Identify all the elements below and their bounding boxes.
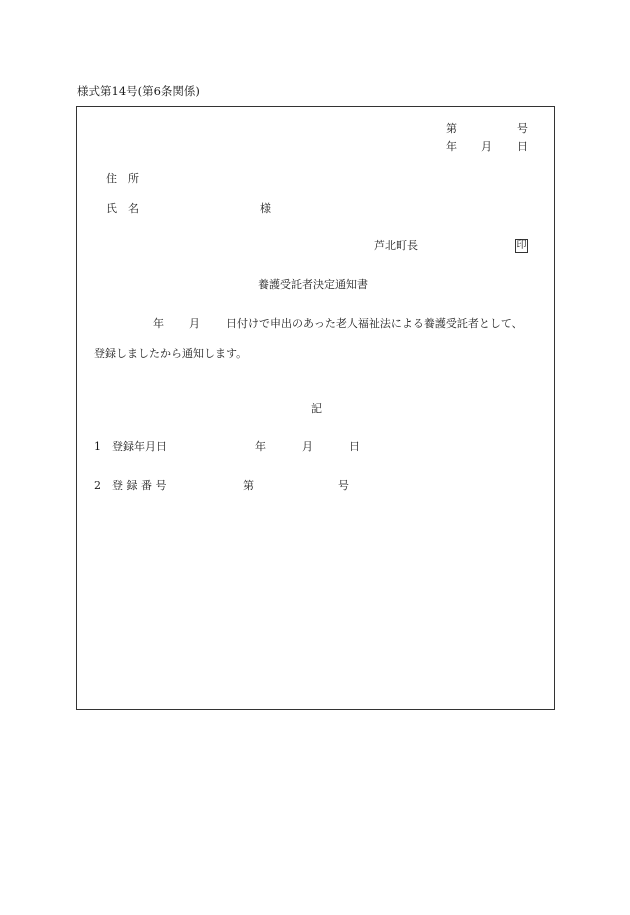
name-label: 氏 名 [106,202,139,215]
date-year-label: 年 [446,140,457,153]
form-number: 様式第14号(第6条関係) [77,84,200,98]
document-title: 養護受託者決定通知書 [258,278,368,291]
body-year-label: 年 [153,317,164,330]
date-day-label: 日 [517,140,528,153]
issuer-title: 芦北町長 [374,239,418,252]
note-heading: 記 [311,402,322,415]
registration-year-label: 年 [255,440,266,453]
item-number: 2 [94,479,101,492]
address-label: 住 所 [106,172,139,185]
item-number: 1 [94,440,101,453]
body-text-line2: 登録しましたから通知します。 [94,347,248,360]
registration-number-label: 登 録 番 号 [112,479,167,492]
number-prefix: 第 [446,122,457,135]
registration-month-label: 月 [302,440,313,453]
body-text-line1: 日付けで申出のあった老人福祉法による養護受託者として、 [226,317,523,330]
registration-number-suffix: 号 [338,479,349,492]
registration-date-label: 登録年月日 [112,440,167,453]
registration-number-prefix: 第 [243,479,254,492]
body-month-label: 月 [189,317,200,330]
number-suffix: 号 [517,122,528,135]
date-month-label: 月 [481,140,492,153]
honorific: 様 [260,202,271,215]
seal-mark: 印 [516,240,527,251]
registration-day-label: 日 [349,440,360,453]
